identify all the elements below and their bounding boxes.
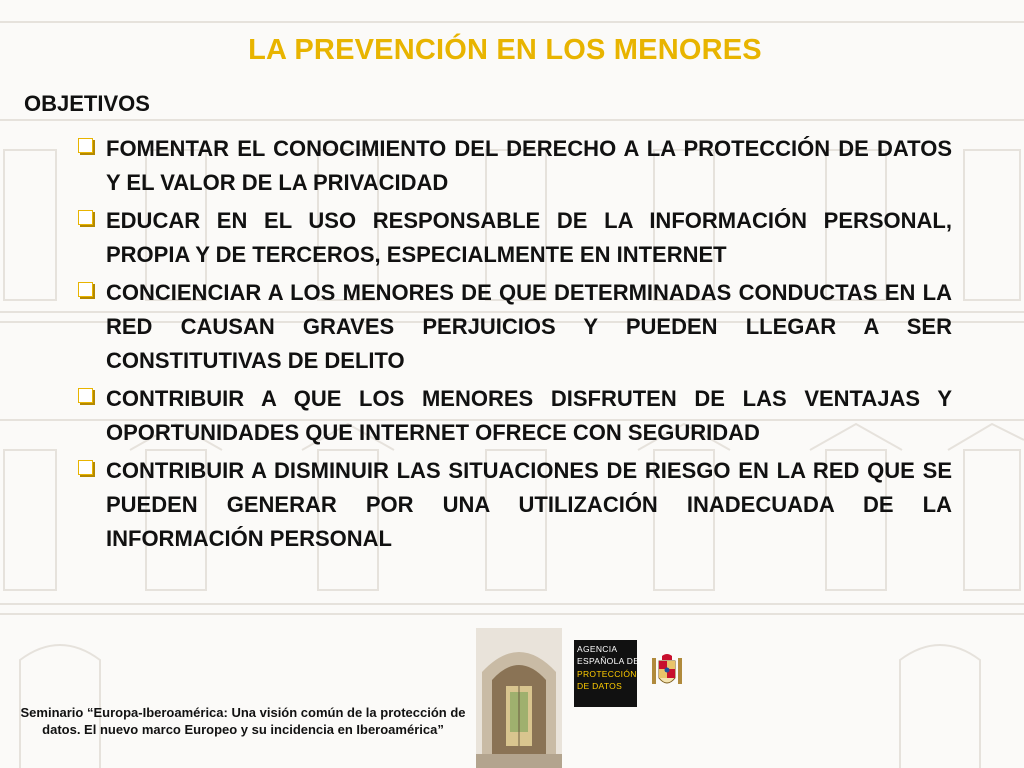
slide-title: LA PREVENCIÓN EN LOS MENORES: [248, 34, 762, 66]
agency-logo: [574, 640, 640, 707]
objective-text: FOMENTAR EL CONOCIMIENTO DEL DERECHO A LA PROTECCIÓN DE DATOS Y EL VALOR DE LA PRIVACIDAD: [106, 136, 952, 195]
list-item: [78, 204, 952, 272]
coat-of-arms-icon: [650, 652, 684, 692]
list-item: [78, 382, 952, 450]
objectives-list: [78, 132, 952, 560]
logo-line: DE DATOS: [577, 681, 623, 692]
square-checkbox-icon: [78, 460, 93, 475]
objective-text: CONTRIBUIR A QUE LOS MENORES DISFRUTEN DE LAS VENTAJAS Y OPORTUNIDADES QUE INTERNET OFRECE CON SEGURIDAD: [106, 386, 952, 445]
objective-text: CONTRIBUIR A DISMINUIR LAS SITUACIONES DE RIESGO EN LA RED QUE SE PUEDEN GENERAR POR UNA UTILIZACIÓN INADECUADA DE LA INFORMACIÓN PERSONAL: [106, 458, 952, 551]
seminar-footer: Seminario “Europa-Iberoamérica: Una visión común de la protección de datos. El nuevo marco Europeo y su incidencia en Iberoamérica”: [20, 705, 466, 737]
objective-text: CONCIENCIAR A LOS MENORES DE QUE DETERMINADAS CONDUCTAS EN LA RED CAUSAN GRAVES PERJUICIOS Y PUEDEN LLEGAR A SER CONSTITUTIVAS DE DELITO: [106, 280, 952, 373]
list-item: [78, 276, 952, 378]
logo-line: PROTECCIÓN: [577, 668, 637, 679]
list-item: [78, 454, 952, 556]
logo-line: AGENCIA: [577, 644, 618, 654]
list-item: [78, 132, 952, 200]
logo-line: ESPAÑOLA DE: [577, 656, 640, 667]
square-checkbox-icon: [78, 282, 93, 297]
section-heading: OBJETIVOS: [24, 91, 150, 116]
objective-text: EDUCAR EN EL USO RESPONSABLE DE LA INFORMACIÓN PERSONAL, PROPIA Y DE TERCEROS, ESPECIALMENTE EN INTERNET: [106, 208, 952, 267]
square-checkbox-icon: [78, 210, 93, 225]
square-checkbox-icon: [78, 138, 93, 153]
square-checkbox-icon: [78, 388, 93, 403]
doorway-image: [476, 628, 562, 768]
